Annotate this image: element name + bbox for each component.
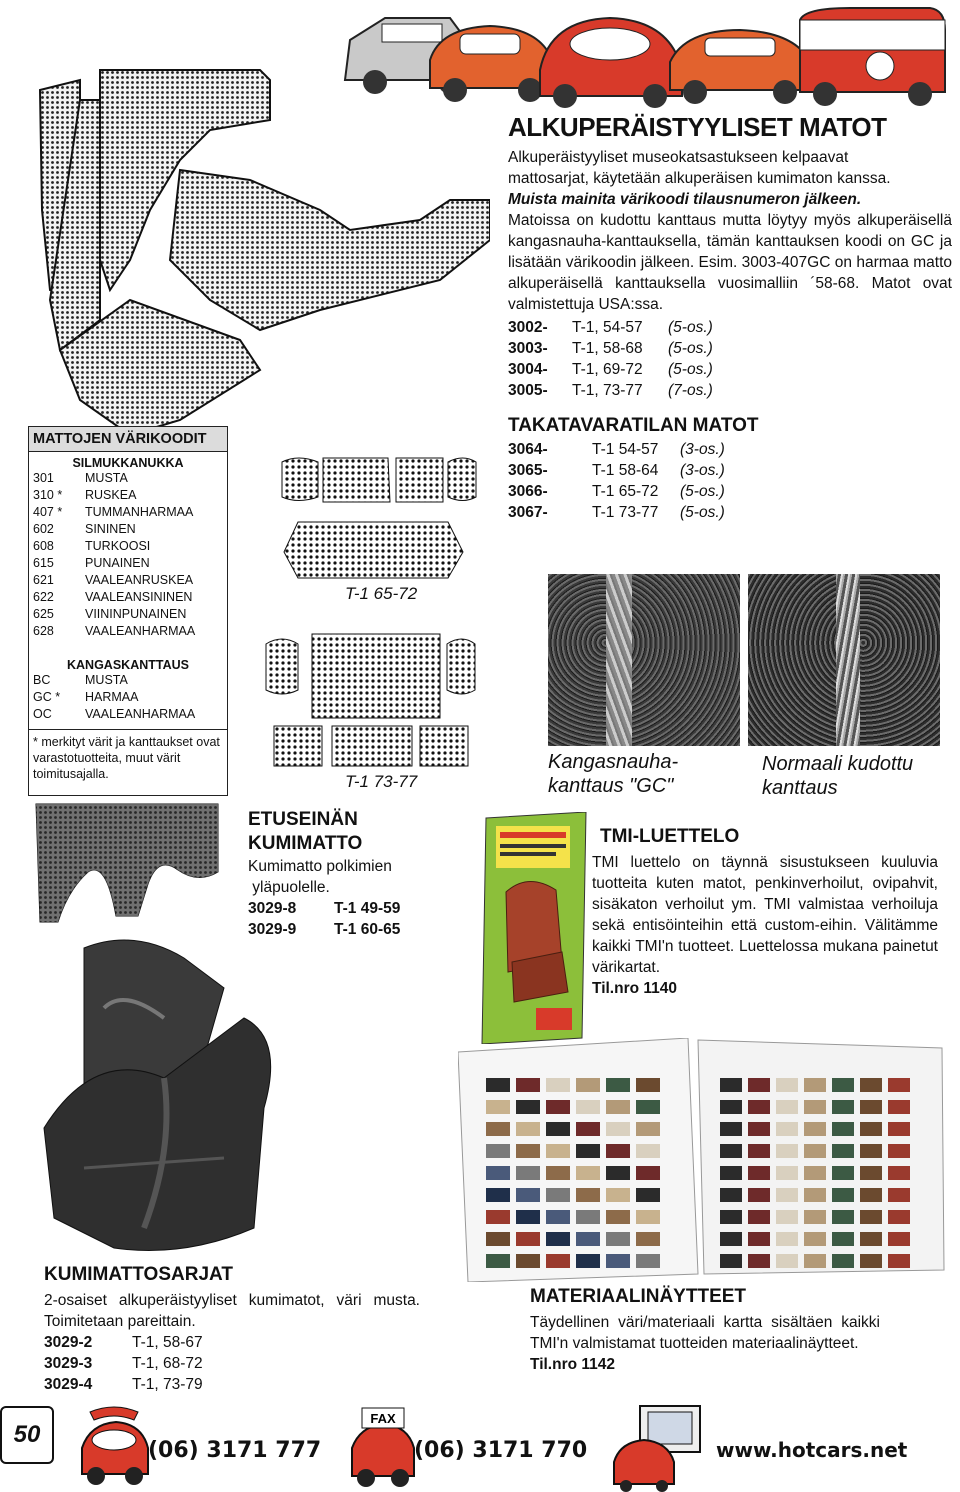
samples-section [530, 1286, 880, 1375]
fabric-swatch [606, 1210, 630, 1224]
fabric-swatch [636, 1144, 660, 1158]
color-row: 602 SININEN [33, 522, 136, 536]
fabric-swatch [516, 1166, 540, 1180]
fabric-swatch [576, 1254, 600, 1268]
fabric-swatch [832, 1100, 854, 1114]
fabric-swatch [804, 1100, 826, 1114]
color-row: 608 TURKOOSI [33, 539, 151, 553]
tmi-text: TMI luettelo on täynnä sisustukseen kuuluvia tuotteita kuten matot, penkinverhoilut, ovipahvit, sisäkaton verhoilut ym. TMI valmistaa verhoiluja sekä entisöinteihin että custom-eihin. Välitämme kaikki TMI'n tuotteet. Luettelossa mukana painetut värikartat. [592, 854, 938, 976]
fax-label: FAX [370, 1411, 396, 1426]
fabric-swatch [486, 1078, 510, 1092]
front-mat-title-line-1: ETUSEINÄN [248, 809, 358, 830]
fabric-swatch [720, 1188, 742, 1202]
fabric-swatch [606, 1232, 630, 1246]
main-title: ALKUPERÄISTYYLISET MATOT [508, 112, 887, 142]
material-sample-chart [458, 1038, 952, 1282]
color-row: 628 VAALEANHARMAA [33, 624, 196, 638]
samples-order-number: Til.nro 1142 [530, 1356, 616, 1373]
main-section [508, 112, 952, 523]
fabric-swatch [516, 1254, 540, 1268]
fabric-swatch [888, 1078, 910, 1092]
loop-pile-title: SILMUKKANUKKA [72, 456, 184, 470]
list-item: 3029-8 T-1 49-59 [248, 900, 401, 917]
fabric-swatch [748, 1144, 770, 1158]
gc-edge-photo [548, 574, 740, 746]
trunk-mat-65-72-illustration [278, 452, 478, 582]
fabric-swatch [486, 1144, 510, 1158]
fabric-swatch [516, 1100, 540, 1114]
list-item: 3005- T-1, 73-77 (7-os.) [508, 382, 713, 399]
rubber-sets-title: KUMIMATTOSARJAT [44, 1264, 233, 1285]
fabric-swatch [546, 1122, 570, 1136]
fabric-swatch [516, 1144, 540, 1158]
fabric-swatch [832, 1078, 854, 1092]
main-item-list [508, 317, 952, 401]
fabric-swatch [720, 1254, 742, 1268]
fabric-swatch [720, 1210, 742, 1224]
fabric-swatch [776, 1188, 798, 1202]
fabric-swatch [546, 1188, 570, 1202]
fabric-swatch [546, 1100, 570, 1114]
fabric-swatch [888, 1144, 910, 1158]
fabric-swatch [804, 1188, 826, 1202]
fabric-swatch [776, 1144, 798, 1158]
footer [0, 1400, 960, 1492]
fabric-swatch [576, 1210, 600, 1224]
fabric-swatch [804, 1078, 826, 1092]
fabric-swatch [804, 1122, 826, 1136]
fabric-swatch [832, 1210, 854, 1224]
main-paragraph-2: Matoissa on kudottu kanttaus mutta löytyy myös alkuperäisellä kangasnauha-kanttauksella, tämän kanttauksen koodi on GC ja lisätään värikoodin jälkeen. Esim. 3003-407GC on harmaa matto alkuperäisellä kanttauksella vuosimalliin ´58-68. Matot ovat valmistettuja USA:ssa. [508, 212, 952, 313]
fabric-swatch [748, 1166, 770, 1180]
fabric-swatch [888, 1100, 910, 1114]
fax-number[interactable]: (06) 3171 770 [414, 1438, 588, 1463]
fabric-swatch [606, 1100, 630, 1114]
fabric-swatch [636, 1254, 660, 1268]
fabric-swatch [776, 1100, 798, 1114]
fabric-swatch [486, 1232, 510, 1246]
fabric-swatch [888, 1122, 910, 1136]
fabric-swatch [636, 1232, 660, 1246]
trunk-item-list [508, 439, 952, 523]
fabric-swatch [486, 1254, 510, 1268]
fabric-swatch [576, 1232, 600, 1246]
fabric-swatch [636, 1100, 660, 1114]
page-number: 50 [0, 1406, 54, 1464]
fabric-swatch [486, 1100, 510, 1114]
list-item: 3029-9 T-1 60-65 [248, 921, 401, 938]
fabric-swatch [832, 1122, 854, 1136]
fabric-swatch [804, 1254, 826, 1268]
fabric-swatch [748, 1210, 770, 1224]
fabric-swatch [860, 1166, 882, 1180]
fabric-swatch [576, 1100, 600, 1114]
list-item: 3029-4 T-1, 73-79 [44, 1376, 203, 1393]
trunk-mat-73-77-illustration [262, 630, 477, 770]
fabric-swatch [516, 1188, 540, 1202]
list-item: 3004- T-1, 69-72 (5-os.) [508, 361, 713, 378]
fabric-swatch [776, 1232, 798, 1246]
fabric-swatch [804, 1144, 826, 1158]
fabric-swatch [636, 1078, 660, 1092]
fabric-swatch [546, 1166, 570, 1180]
color-row: 407 * TUMMANHARMAA [33, 505, 194, 519]
fabric-swatch [776, 1254, 798, 1268]
samples-title: MATERIAALINÄYTTEET [530, 1286, 747, 1307]
main-paragraph-line-2: mattosarjat, käytetään alkuperäisen kumimaton kanssa. [508, 170, 891, 187]
fabric-swatch [832, 1166, 854, 1180]
fabric-swatch [546, 1210, 570, 1224]
fabric-swatch [606, 1144, 630, 1158]
fabric-swatch [516, 1210, 540, 1224]
color-row: 310 * RUSKEA [33, 488, 137, 502]
fabric-swatch [636, 1166, 660, 1180]
list-item: 3065- T-1 58-64 (3-os.) [508, 462, 725, 479]
color-code-box [28, 426, 228, 796]
front-mat-title-line-2: KUMIMATTO [248, 833, 363, 854]
fabric-swatch [860, 1100, 882, 1114]
tmi-title: TMI-LUETTELO [600, 826, 740, 847]
list-item: 3029-3 T-1, 68-72 [44, 1355, 203, 1372]
fabric-swatch [888, 1210, 910, 1224]
fabric-swatch [860, 1188, 882, 1202]
fabric-swatch [804, 1232, 826, 1246]
color-row: 625 VIININPUNAINEN [33, 607, 187, 621]
fabric-swatch [748, 1188, 770, 1202]
website-link[interactable]: www.hotcars.net [716, 1438, 908, 1462]
woven-edge-photo [748, 574, 940, 746]
carpet-set-illustration [20, 60, 490, 440]
fabric-swatch [636, 1188, 660, 1202]
fabric-swatch [748, 1254, 770, 1268]
fabric-swatch [636, 1210, 660, 1224]
fabric-swatch [720, 1166, 742, 1180]
fax-car-icon [348, 1404, 418, 1490]
fabric-swatch [860, 1254, 882, 1268]
fabric-swatch [888, 1232, 910, 1246]
list-item: 3066- T-1 65-72 (5-os.) [508, 483, 725, 500]
main-color-note: Muista mainita värikoodi tilausnumeron jälkeen. [508, 191, 862, 208]
fabric-swatch [860, 1210, 882, 1224]
rubber-sets-section [44, 1264, 420, 1395]
fabric-swatch [546, 1232, 570, 1246]
fabric-swatch [804, 1166, 826, 1180]
fabric-swatch [748, 1078, 770, 1092]
fabric-swatch [576, 1078, 600, 1092]
main-paragraph-line-1: Alkuperäistyyliset museokatsastukseen kelpaavat [508, 149, 849, 166]
fabric-swatch [546, 1144, 570, 1158]
samples-text: Täydellinen väri/materiaali kartta sisältäen kaikki TMI'n valmistamat tuotteiden materiaalinäytteet. [530, 1314, 880, 1352]
fabric-swatch [486, 1166, 510, 1180]
fabric-swatch [606, 1188, 630, 1202]
fabric-swatch [720, 1078, 742, 1092]
fabric-swatch [606, 1122, 630, 1136]
phone-number[interactable]: (06) 3171 777 [148, 1438, 322, 1463]
fabric-swatch [860, 1122, 882, 1136]
front-rubber-mat-illustration [28, 800, 228, 925]
color-row: GC * HARMAA [33, 690, 139, 704]
color-row: BC MUSTA [33, 673, 128, 687]
fabric-swatch [832, 1232, 854, 1246]
color-row: 622 VAALEANSININEN [33, 590, 193, 604]
fabric-swatch [576, 1188, 600, 1202]
color-row: 301 MUSTA [33, 471, 128, 485]
list-item: 3003- T-1, 58-68 (5-os.) [508, 340, 713, 357]
color-row: 615 PUNAINEN [33, 556, 150, 570]
fabric-swatch [748, 1122, 770, 1136]
fabric-swatch [486, 1122, 510, 1136]
fabric-swatch [832, 1188, 854, 1202]
fabric-swatch [860, 1144, 882, 1158]
phone-car-icon [76, 1404, 152, 1490]
color-box-title: MATTOJEN VÄRIKOODIT [29, 427, 227, 452]
list-item: 3067- T-1 73-77 (5-os.) [508, 504, 725, 521]
computer-car-icon [610, 1402, 710, 1492]
fabric-swatch [636, 1122, 660, 1136]
fabric-swatch [606, 1166, 630, 1180]
fabric-swatch [720, 1122, 742, 1136]
fabric-swatch [776, 1122, 798, 1136]
fabric-swatch [720, 1232, 742, 1246]
fabric-swatch [720, 1100, 742, 1114]
fabric-swatch [516, 1078, 540, 1092]
fabric-swatch [776, 1078, 798, 1092]
fabric-swatch [860, 1232, 882, 1246]
caption-normal-edge: Normaali kudottu kanttaus [762, 753, 914, 799]
fabric-swatch [776, 1166, 798, 1180]
tmi-section [592, 826, 938, 999]
list-item: 3064- T-1 54-57 (3-os.) [508, 441, 725, 458]
rubber-mat-sets-illustration [24, 928, 294, 1258]
fabric-swatch [576, 1166, 600, 1180]
trunk-title: TAKATAVARATILAN MATOT [508, 415, 759, 436]
fabric-swatch [546, 1078, 570, 1092]
color-row: 621 VAALEANRUSKEA [33, 573, 194, 587]
front-mat-section [248, 808, 428, 940]
fabric-swatch [576, 1122, 600, 1136]
caption-t1-73-77: T-1 73-77 [345, 772, 418, 791]
rubber-sets-text: 2-osaiset alkuperäistyyliset kumimatot, väri musta. Toimitetaan pareittain. [44, 1292, 420, 1330]
edging-title: KANGASKANTTAUS [67, 658, 189, 672]
tmi-order-number: Til.nro 1140 [592, 980, 678, 997]
fabric-swatch [606, 1078, 630, 1092]
fabric-swatch [832, 1144, 854, 1158]
fabric-swatch [860, 1078, 882, 1092]
fabric-swatch [606, 1254, 630, 1268]
caption-gc-edge: Kangasnauha- kanttaus "GC" [548, 751, 679, 797]
fabric-swatch [486, 1210, 510, 1224]
fabric-swatch [888, 1188, 910, 1202]
fabric-swatch [748, 1232, 770, 1246]
front-mat-desc-line-2: yläpuolelle. [248, 879, 330, 896]
fabric-swatch [804, 1210, 826, 1224]
list-item: 3002- T-1, 54-57 (5-os.) [508, 319, 713, 336]
fabric-swatch [516, 1122, 540, 1136]
fabric-swatch [486, 1188, 510, 1202]
fabric-swatch [888, 1166, 910, 1180]
fabric-swatch [720, 1144, 742, 1158]
fabric-swatch [776, 1210, 798, 1224]
list-item: 3029-2 T-1, 58-67 [44, 1334, 203, 1351]
fabric-swatch [888, 1254, 910, 1268]
fabric-swatch [576, 1144, 600, 1158]
fabric-swatch [748, 1100, 770, 1114]
fabric-swatch [546, 1254, 570, 1268]
fabric-swatch [516, 1232, 540, 1246]
fabric-swatch [832, 1254, 854, 1268]
tmi-catalogue-cover [478, 812, 590, 1044]
caption-t1-65-72: T-1 65-72 [345, 584, 418, 603]
bus-illustration [800, 8, 945, 106]
color-row: OC VAALEANHARMAA [33, 707, 196, 721]
front-mat-desc-line-1: Kumimatto polkimien [248, 858, 392, 875]
stock-note: * merkityt värit ja kanttaukset ovat varastotuotteita, muut värit toimitusajalla. [29, 729, 227, 786]
